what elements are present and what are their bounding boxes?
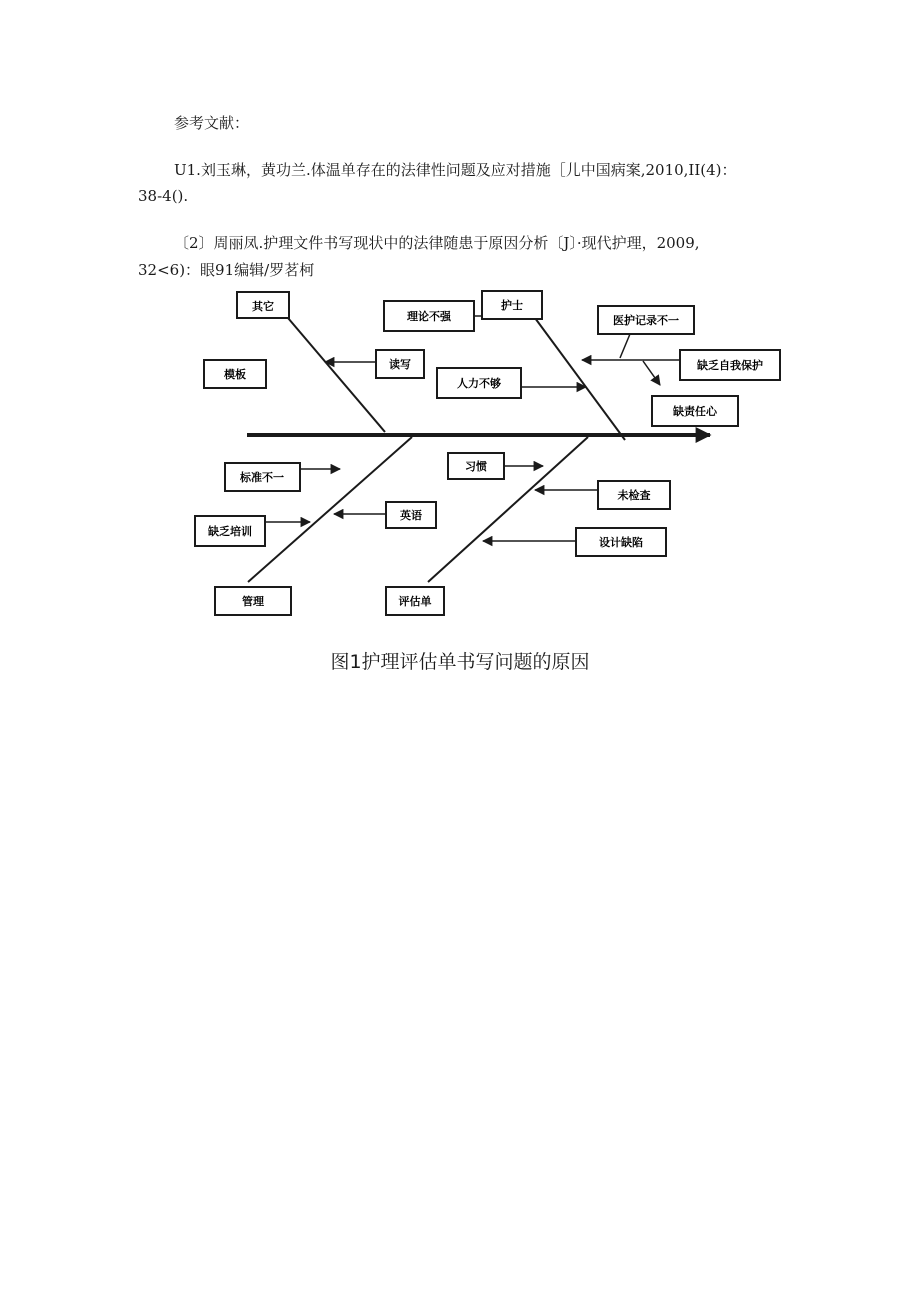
box-qita [237, 292, 289, 318]
box-peixun [195, 516, 265, 546]
box-hushi-label: 护士 [501, 299, 523, 312]
box-tuxie-label: 读写 [389, 358, 411, 371]
box-ziwo-label: 缺乏自我保护 [697, 359, 763, 372]
arrow-zeren [643, 361, 660, 385]
box-guanli-label: 管理 [242, 595, 264, 608]
box-ziwo [680, 350, 780, 380]
reference-1-line-2: 38-4(). [138, 187, 189, 205]
bone-qita [288, 318, 385, 432]
reference-2-line-2: 32<6)：眼91编辑/罗茗柯 [138, 261, 315, 279]
box-zeren [652, 396, 738, 426]
reference-1-line-1: U1.刘玉琳，黄功兰.体温单存在的法律性问题及应对措施［儿中国病案,2010,II(4)： [174, 161, 737, 179]
box-pinggu-label: 评估单 [398, 595, 432, 608]
box-yingyu-label: 英语 [400, 509, 422, 522]
reference-2-line-1: 〔2〕周丽凤.护理文件书写现状中的法律随患于原因分析〔J〕·现代护理，2009, [174, 234, 700, 252]
box-yihu-label: 医护记录不一 [613, 314, 679, 327]
bone-hushi [535, 318, 625, 440]
box-hushi [482, 291, 542, 319]
box-sheji-label: 设计缺陷 [599, 536, 643, 549]
box-renli-label: 人力不够 [457, 377, 501, 390]
box-moban-label: 模板 [224, 368, 246, 381]
fishbone-diagram [185, 286, 763, 626]
box-lilun [384, 301, 474, 331]
figure-caption: 图1护理评估单书写问题的原因 [330, 651, 590, 673]
box-qita-label: 其它 [252, 300, 274, 313]
box-yingyu [386, 502, 436, 528]
box-peixun-label: 缺乏培训 [208, 525, 252, 538]
box-zeren-label: 缺责任心 [673, 405, 717, 418]
references-heading: 参考文献： [174, 114, 250, 132]
box-jiancha-label: 未检查 [617, 489, 651, 502]
box-jiancha [598, 481, 670, 509]
box-pinggu [386, 587, 444, 615]
box-xiguan [448, 453, 504, 479]
box-yihu [598, 306, 694, 334]
box-biaozhun-label: 标准不一 [240, 471, 284, 484]
arrow-yihu [620, 334, 630, 358]
box-guanli [215, 587, 291, 615]
box-renli [437, 368, 521, 398]
box-moban [204, 360, 266, 388]
box-lilun-label: 理论不强 [407, 310, 451, 323]
box-xiguan-label: 习惯 [465, 460, 487, 473]
box-biaozhun [225, 463, 300, 491]
box-sheji [576, 528, 666, 556]
box-tuxie [376, 350, 424, 378]
